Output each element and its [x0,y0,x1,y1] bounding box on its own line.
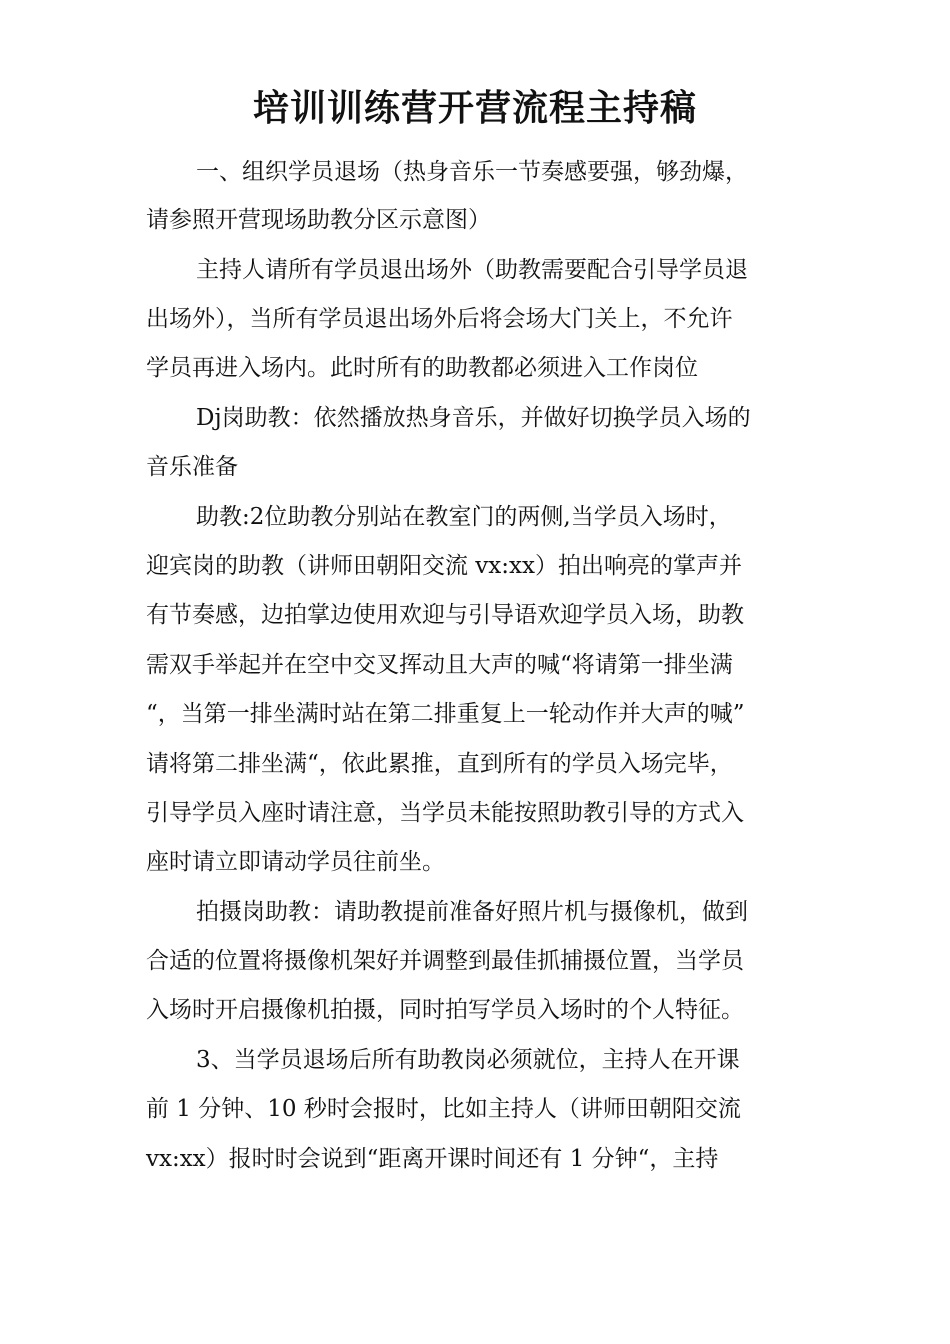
paragraph-4-line-4: 需双手举起并在空中交叉挥动且大声的喊“将请第一排坐满 [146,652,733,678]
paragraph-5-line-1: 拍摄岗助教：请助教提前准备好照片机与摄像机，做到 [196,899,748,925]
paragraph-2-line-3: 学员再进入场内。此时所有的助教都必须进入工作岗位 [146,355,698,381]
paragraph-6-line-2: 前 1 分钟、10 秒时会报时，比如主持人（讲师田朝阳交流 [146,1096,741,1122]
paragraph-6-line-1: 3、当学员退场后所有助教岗必须就位，主持人在开课 [196,1047,740,1073]
paragraph-5-line-2: 合适的位置将摄像机架好并调整到最佳抓捕摄位置，当学员 [146,948,744,974]
paragraph-5-line-3: 入场时开启摄像机拍摄，同时拍写学员入场时的个人特征。 [146,997,744,1023]
paragraph-4-line-2: 迎宾岗的助教（讲师田朝阳交流 vx:xx）拍出响亮的掌声并 [146,553,742,579]
paragraph-3-line-1: Dj岗助教：依然播放热身音乐，并做好切换学员入场的 [196,405,751,431]
document-title: 培训训练营开营流程主持稿 [252,87,697,129]
paragraph-6-line-3: vx:xx）报时时会说到“距离开课时间还有 1 分钟“，主持 [146,1146,719,1172]
paragraph-4-line-1: 助教:2位助教分别站在教室门的两侧,当学员入场时， [196,504,732,530]
paragraph-1-line-1: 一、组织学员退场（热身音乐一节奏感要强，够劲爆， [196,159,748,185]
paragraph-1-line-2: 请参照开营现场助教分区示意图） [146,207,491,233]
paragraph-4-line-7: 引导学员入座时请注意，当学员未能按照助教引导的方式入 [146,800,744,826]
paragraph-4-line-8: 座时请立即请动学员往前坐。 [146,849,445,875]
paragraph-2-line-2: 出场外），当所有学员退出场外后将会场大门关上，不允许 [146,306,733,332]
paragraph-2-line-1: 主持人请所有学员退出场外（助教需要配合引导学员退 [196,257,748,283]
paragraph-4-line-6: 请将第二排坐满“，依此累推，直到所有的学员入场完毕， [146,751,733,777]
paragraph-4-line-5: “，当第一排坐满时站在第二排重复上一轮动作并大声的喊” [146,701,745,727]
paragraph-3-line-2: 音乐准备 [146,454,238,480]
paragraph-4-line-3: 有节奏感，边拍掌边使用欢迎与引导语欢迎学员入场，助教 [146,602,744,628]
